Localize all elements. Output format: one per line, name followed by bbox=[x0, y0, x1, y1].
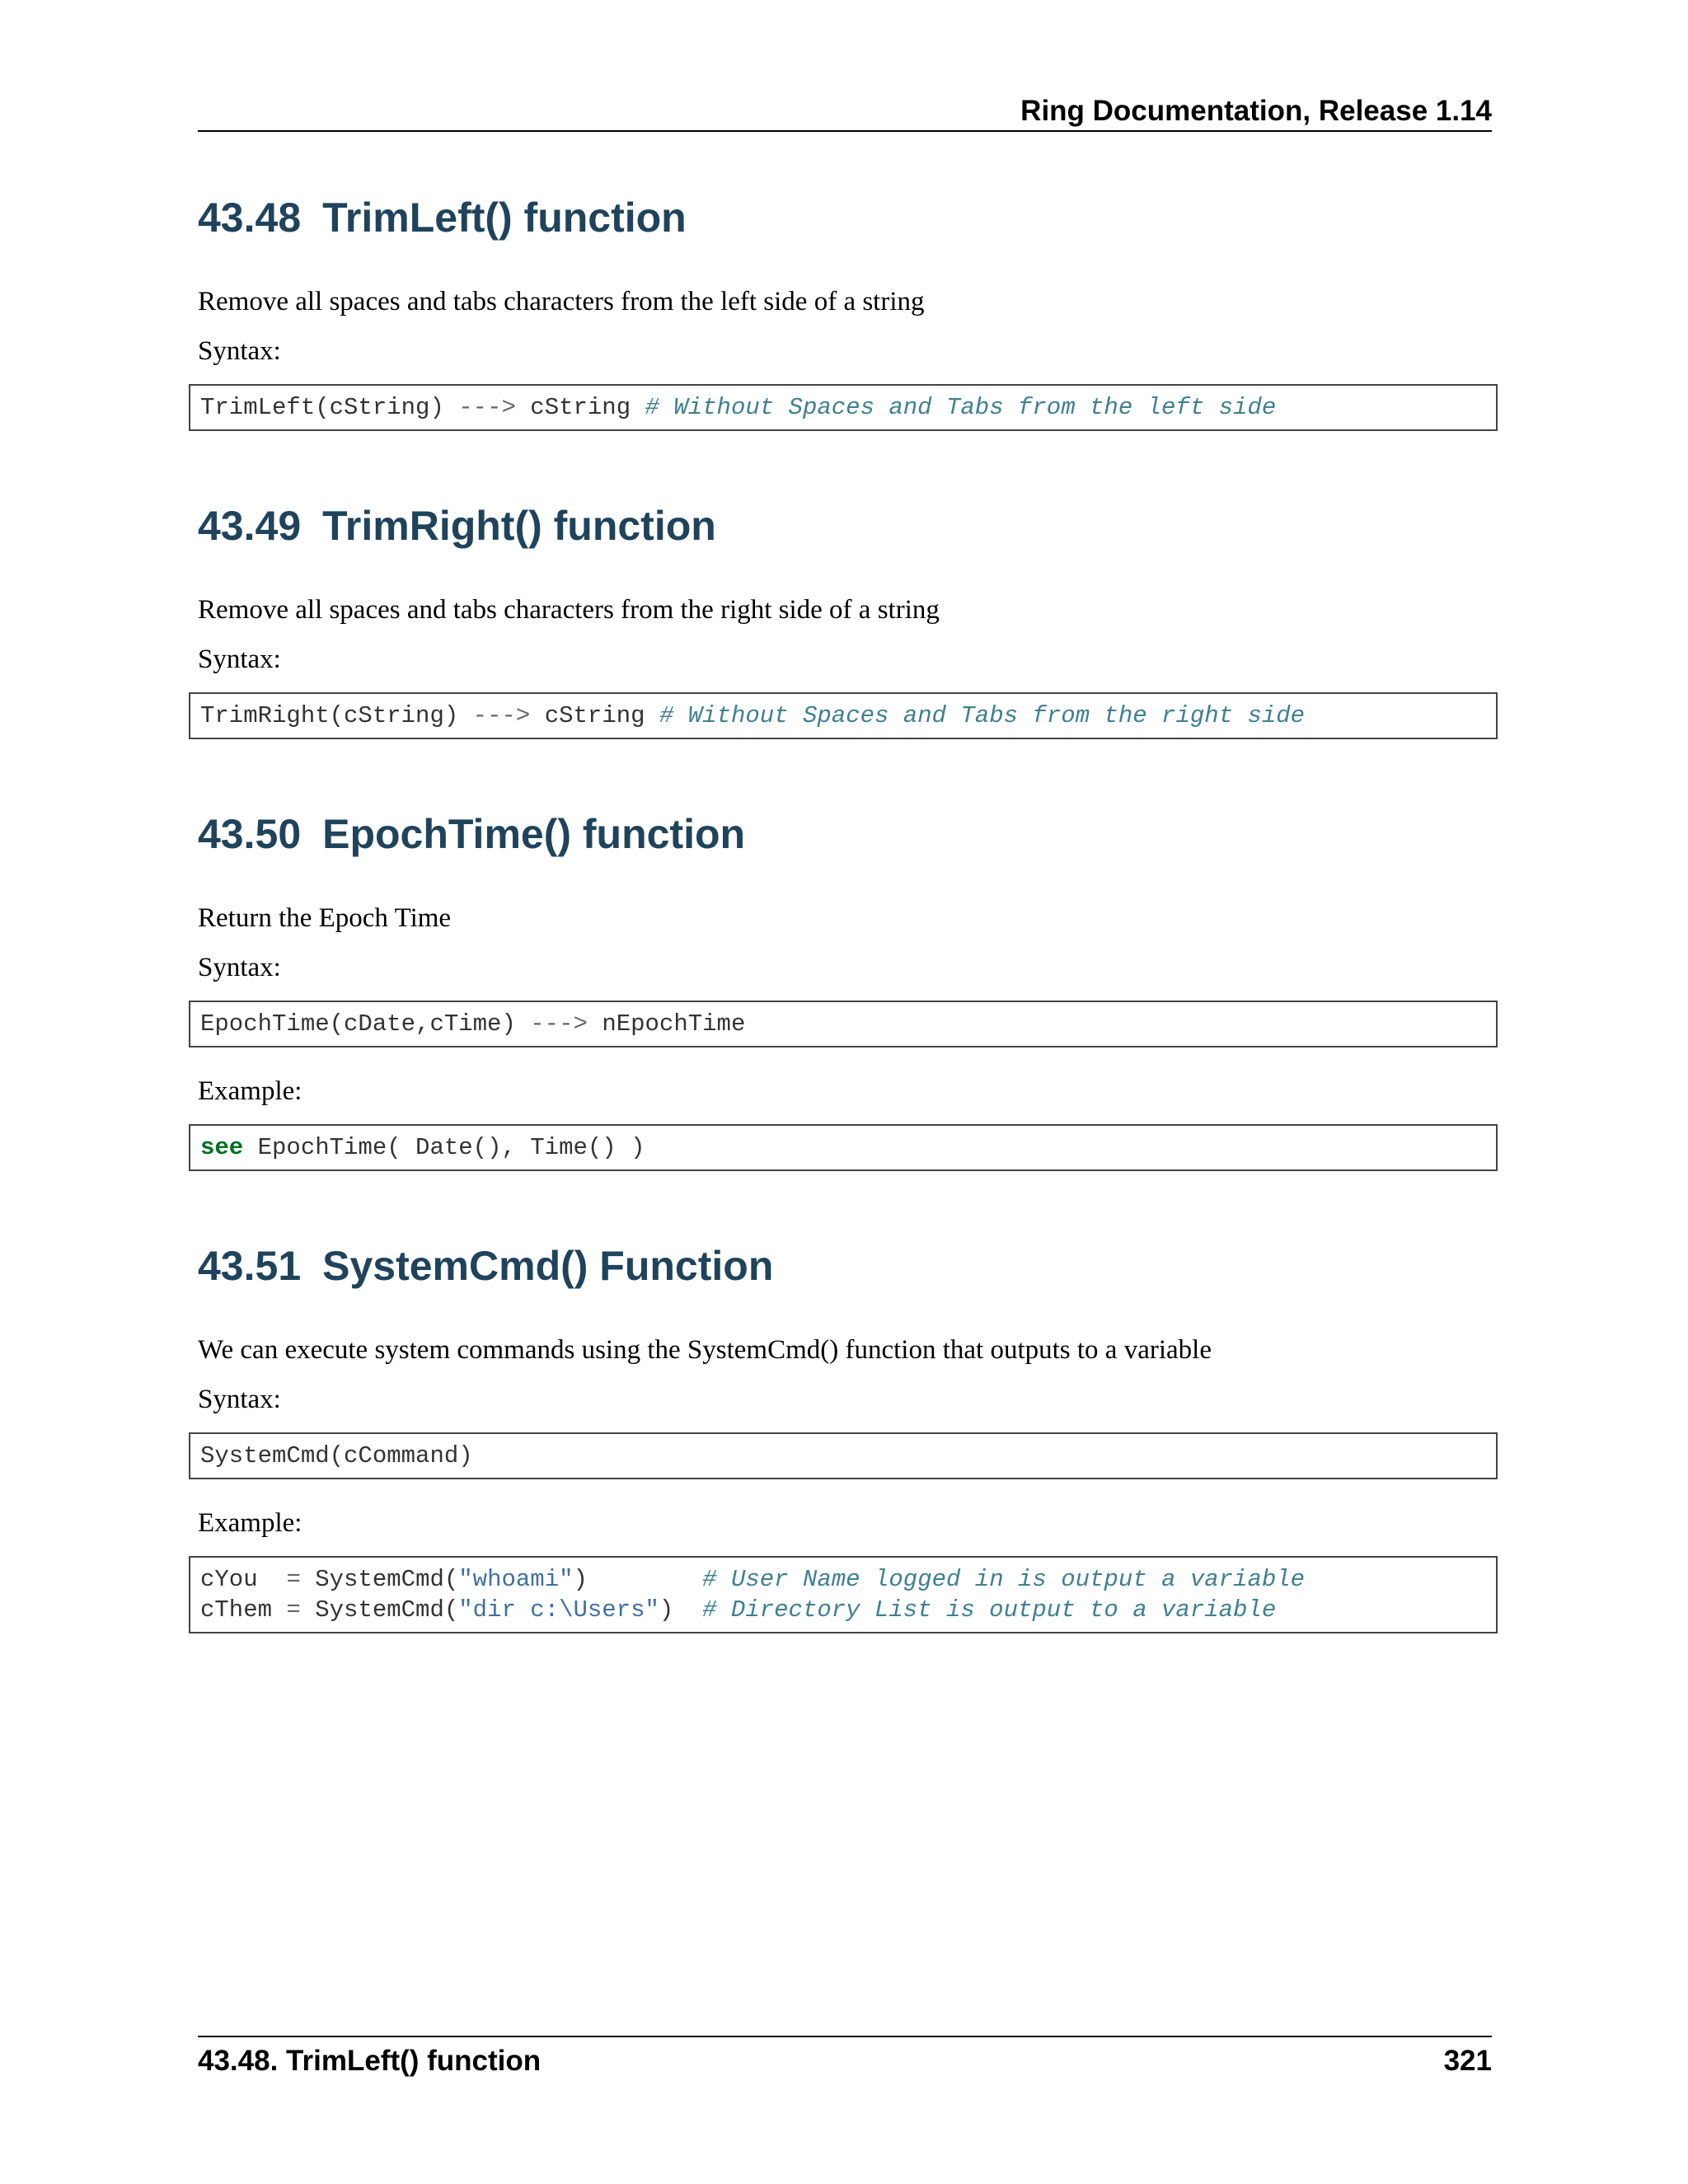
section-title: TrimRight() function bbox=[322, 503, 716, 549]
code-func: SystemCmd( bbox=[315, 1596, 459, 1624]
syntax-label: Syntax: bbox=[198, 953, 281, 982]
code-keyword: see bbox=[200, 1134, 244, 1161]
footer-rule bbox=[198, 2036, 1492, 2037]
code-call: TrimLeft(cString) bbox=[200, 394, 444, 421]
code-block-example-systemcmd bbox=[189, 1556, 1498, 1633]
section-description: Remove all spaces and tabs characters from the right side of a string bbox=[198, 595, 940, 625]
code-expression: EpochTime( Date(), Time() ) bbox=[257, 1134, 645, 1161]
syntax-label: Syntax: bbox=[198, 644, 281, 674]
code-block-example-epochtime bbox=[189, 1124, 1498, 1171]
example-label: Example: bbox=[198, 1508, 302, 1538]
section-title: EpochTime() function bbox=[322, 811, 746, 857]
section-title: SystemCmd() Function bbox=[322, 1243, 774, 1289]
running-header: Ring Documentation, Release 1.14 bbox=[1020, 95, 1492, 127]
code-block-syntax-trimright bbox=[189, 692, 1498, 739]
section-description: Return the Epoch Time bbox=[198, 903, 452, 933]
code-call: SystemCmd(cCommand) bbox=[200, 1442, 473, 1469]
code-var: cYou bbox=[200, 1566, 258, 1593]
code-result: cString bbox=[544, 702, 645, 729]
section-number: 43.51 bbox=[198, 1243, 302, 1289]
code-comment: # Without Spaces and Tabs from the right side bbox=[659, 702, 1306, 729]
section-heading-systemcmd bbox=[198, 1240, 773, 1292]
code-block-syntax-trimleft bbox=[189, 384, 1498, 431]
section-description: Remove all spaces and tabs characters from the left side of a string bbox=[198, 287, 925, 316]
header-rule bbox=[198, 130, 1492, 132]
section-number: 43.50 bbox=[198, 811, 302, 857]
code-paren: ) bbox=[659, 1596, 674, 1624]
section-title: TrimLeft() function bbox=[322, 194, 687, 241]
code-result: nEpochTime bbox=[602, 1010, 746, 1038]
code-block-syntax-epochtime bbox=[189, 1001, 1498, 1047]
code-comment: # Without Spaces and Tabs from the left side bbox=[645, 394, 1277, 421]
code-call: EpochTime(cDate,cTime) bbox=[200, 1010, 516, 1038]
code-paren: ) bbox=[573, 1566, 588, 1593]
example-label: Example: bbox=[198, 1076, 302, 1106]
code-comment: # Directory List is output to a variable bbox=[702, 1596, 1277, 1624]
code-operator: = bbox=[286, 1596, 301, 1624]
footer-section-title: 43.48. TrimLeft() function bbox=[198, 2045, 542, 2077]
code-operator: = bbox=[286, 1566, 301, 1593]
code-call: TrimRight(cString) bbox=[200, 702, 459, 729]
code-var: cThem bbox=[200, 1596, 273, 1624]
section-heading-epochtime bbox=[198, 808, 745, 860]
section-number: 43.49 bbox=[198, 503, 302, 549]
code-arrow: ---> bbox=[458, 394, 516, 421]
syntax-label: Syntax: bbox=[198, 336, 281, 366]
code-result: cString bbox=[530, 394, 631, 421]
section-heading-trimright bbox=[198, 499, 716, 552]
page-number: 321 bbox=[1443, 2045, 1492, 2077]
code-arrow: ---> bbox=[530, 1010, 588, 1038]
code-string: "dir c:\Users" bbox=[458, 1596, 659, 1624]
code-block-syntax-systemcmd bbox=[189, 1432, 1498, 1479]
code-arrow: ---> bbox=[472, 702, 531, 729]
code-string: "whoami" bbox=[458, 1566, 574, 1593]
section-heading-trimleft bbox=[198, 191, 687, 244]
section-description: We can execute system commands using the SystemCmd() function that outputs to a variable bbox=[198, 1335, 1212, 1365]
syntax-label: Syntax: bbox=[198, 1385, 281, 1414]
code-func: SystemCmd( bbox=[315, 1566, 459, 1593]
section-number: 43.48 bbox=[198, 194, 302, 241]
code-comment: # User Name logged in is output a variable bbox=[702, 1566, 1306, 1593]
